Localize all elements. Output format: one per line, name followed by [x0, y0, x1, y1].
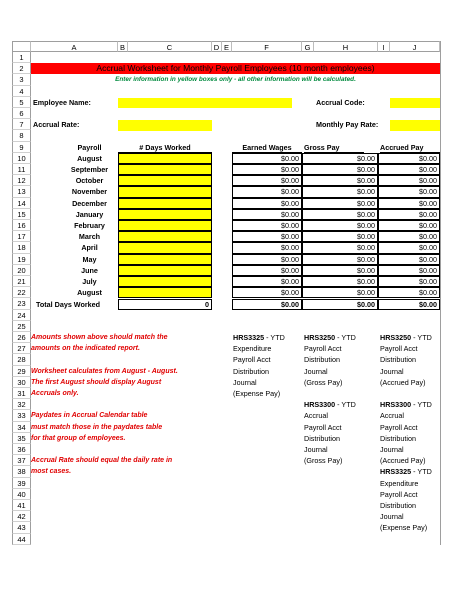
- row-header-1[interactable]: 1: [12, 52, 31, 63]
- gross-pay-cell[interactable]: $0.00: [302, 164, 378, 175]
- earned-wages-header: Earned Wages: [232, 142, 302, 153]
- employee-name-input[interactable]: [118, 98, 292, 108]
- accrued-pay-cell[interactable]: $0.00: [378, 242, 440, 253]
- total-earned-cell[interactable]: $0.00: [232, 299, 302, 310]
- month-label: July: [82, 277, 97, 286]
- col-header-i[interactable]: I: [378, 41, 390, 52]
- accrual-rate-input[interactable]: [118, 120, 212, 130]
- row-header-15[interactable]: 15: [12, 209, 31, 220]
- days-worked-input[interactable]: [118, 164, 212, 175]
- earned-wages-cell[interactable]: $0.00: [232, 276, 302, 287]
- report-j2-code: [380, 399, 432, 410]
- month-label: March: [78, 232, 101, 242]
- gross-pay-header: Gross Pay: [304, 142, 364, 153]
- row-header-34[interactable]: 34: [12, 422, 31, 433]
- report-j3-line: Expenditure: [380, 478, 419, 488]
- gross-pay-cell[interactable]: $0.00: [302, 209, 378, 220]
- days-worked-input[interactable]: [118, 242, 212, 253]
- sheet-title[interactable]: Accrual Worksheet for Monthly Payroll Employees (10 month employees): [31, 63, 440, 74]
- days-worked-input[interactable]: [118, 175, 212, 186]
- report-h1-line: Distribution: [304, 355, 340, 365]
- row-header-26[interactable]: 26: [12, 332, 31, 343]
- gross-pay-cell[interactable]: $0.00: [302, 198, 378, 209]
- report-h2-code: [304, 399, 356, 410]
- accrued-pay-cell[interactable]: $0.00: [378, 231, 440, 242]
- days-worked-input[interactable]: [118, 254, 212, 265]
- earned-wages-cell[interactable]: $0.00: [232, 175, 302, 186]
- report-h2-line: Payroll Acct: [304, 422, 342, 432]
- note-line: for that group of employees.: [31, 434, 126, 442]
- gross-pay-cell[interactable]: $0.00: [302, 276, 378, 287]
- row-header-17[interactable]: 17: [12, 231, 31, 242]
- report-j2-line: (Accrued Pay): [380, 456, 426, 466]
- month-label: September: [70, 165, 109, 174]
- month-label: November: [71, 187, 108, 197]
- row-header-33[interactable]: 33: [12, 410, 31, 421]
- report-f-line: Expenditure: [233, 344, 272, 354]
- accrued-pay-cell[interactable]: $0.00: [378, 198, 440, 209]
- report-f-code-suffix: - YTD: [264, 333, 285, 342]
- row-header-39[interactable]: 39: [12, 478, 31, 489]
- instruction-note[interactable]: Enter information in yellow boxes only - all other information will be calculated.: [115, 76, 356, 84]
- report-f-code: [233, 332, 285, 343]
- row-header-36[interactable]: 36: [12, 444, 31, 455]
- accrued-pay-cell[interactable]: $0.00: [378, 153, 440, 164]
- report-j1-line: (Accrued Pay): [380, 377, 426, 387]
- days-worked-input[interactable]: [118, 276, 212, 287]
- days-worked-header: # Days Worked: [118, 142, 212, 153]
- note-line: Worksheet calculates from August - August.: [31, 367, 178, 375]
- note-line: Accruals only.: [31, 390, 79, 397]
- report-h1-code: [304, 332, 356, 343]
- note-line: Amounts shown above should match the: [31, 334, 168, 341]
- month-label: December: [72, 198, 107, 208]
- report-j3-line: (Expense Pay): [380, 523, 428, 533]
- earned-wages-cell[interactable]: $0.00: [232, 209, 302, 220]
- accrued-pay-header: Accrued Pay: [380, 142, 440, 153]
- gross-pay-cell[interactable]: $0.00: [302, 175, 378, 186]
- report-j3-code-suffix: - YTD: [411, 467, 432, 477]
- report-j2-line: Accrual: [380, 411, 404, 421]
- report-j1-code-bold: HRS3250: [380, 333, 412, 342]
- report-j3-line: Payroll Acct: [380, 489, 418, 499]
- accrued-pay-cell[interactable]: $0.00: [378, 186, 440, 197]
- earned-wages-cell[interactable]: $0.00: [232, 254, 302, 265]
- report-j2-code-suffix: - YTD: [411, 400, 432, 410]
- row-header-14[interactable]: 14: [12, 198, 31, 209]
- accrued-pay-cell[interactable]: $0.00: [378, 254, 440, 265]
- row-header-16[interactable]: 16: [12, 220, 31, 231]
- note-line: The first August should display August: [31, 378, 162, 386]
- row-header-6[interactable]: 6: [12, 108, 31, 119]
- earned-wages-cell[interactable]: $0.00: [232, 287, 302, 298]
- row-header-3[interactable]: 3: [12, 74, 31, 85]
- days-worked-input[interactable]: [118, 198, 212, 209]
- report-h1-line: Payroll Acct: [304, 344, 342, 354]
- report-h2-line: Distribution: [304, 433, 340, 443]
- earned-wages-cell[interactable]: $0.00: [232, 186, 302, 197]
- gross-pay-cell[interactable]: $0.00: [302, 265, 378, 276]
- days-worked-input[interactable]: [118, 231, 212, 242]
- report-j3-line: Journal: [380, 512, 404, 522]
- accrued-pay-cell[interactable]: $0.00: [378, 175, 440, 186]
- report-h1-line: (Gross Pay): [304, 377, 343, 387]
- row-header-2[interactable]: 2: [12, 63, 31, 74]
- note-line: amounts on the indicated report.: [31, 345, 140, 353]
- report-j2-line: Journal: [380, 445, 404, 454]
- row-header-43[interactable]: 43: [12, 522, 31, 533]
- report-j1-code-suffix: - YTD: [411, 333, 432, 342]
- col-header-j[interactable]: J: [390, 41, 440, 52]
- row-header-5[interactable]: 5: [12, 97, 31, 108]
- report-j1-line: Distribution: [380, 355, 416, 365]
- month-label: June: [81, 265, 98, 275]
- month-label: May: [82, 254, 97, 264]
- accrual-rate-label: Accrual Rate:: [33, 120, 80, 130]
- gross-pay-cell[interactable]: $0.00: [302, 231, 378, 242]
- note-line: must match those in the paydates table: [31, 423, 163, 431]
- earned-wages-cell[interactable]: $0.00: [232, 231, 302, 242]
- report-j3-line: Distribution: [380, 501, 416, 510]
- row-header-44[interactable]: 44: [12, 534, 31, 545]
- report-j1-line: Payroll Acct: [380, 344, 418, 354]
- report-j3-code: [380, 466, 432, 477]
- report-h1-code-bold: HRS3250: [304, 333, 336, 342]
- earned-wages-cell[interactable]: $0.00: [232, 164, 302, 175]
- row-header-40[interactable]: 40: [12, 489, 31, 500]
- report-j2-line: Distribution: [380, 433, 416, 443]
- accrued-pay-cell[interactable]: $0.00: [378, 209, 440, 220]
- row-header-23[interactable]: 23: [12, 298, 31, 309]
- report-f-line: Distribution: [233, 366, 269, 376]
- report-h2-code-suffix: - YTD: [335, 400, 356, 410]
- gross-pay-cell[interactable]: $0.00: [302, 186, 378, 197]
- corner-header[interactable]: [12, 41, 31, 52]
- row-header-28[interactable]: 28: [12, 354, 31, 365]
- col-header-h[interactable]: H: [314, 41, 378, 52]
- accrued-pay-cell[interactable]: $0.00: [378, 276, 440, 287]
- row-header-37[interactable]: 37: [12, 455, 31, 466]
- row-header-11[interactable]: 11: [12, 164, 31, 175]
- note-line: Accrual Rate should equal the daily rate in: [31, 457, 173, 465]
- gross-pay-cell[interactable]: $0.00: [302, 220, 378, 231]
- report-h1-code-suffix: - YTD: [335, 333, 356, 342]
- row-header-4[interactable]: 4: [12, 86, 31, 97]
- month-label: August: [77, 153, 102, 163]
- report-h2-line: (Gross Pay): [304, 456, 343, 466]
- row-header-22[interactable]: 22: [12, 287, 31, 298]
- report-h1-line: Journal: [304, 366, 328, 376]
- report-f-line: Journal: [233, 377, 257, 387]
- note-line: most cases.: [31, 468, 72, 476]
- days-worked-input[interactable]: [118, 209, 212, 220]
- report-f-code-bold: HRS3325: [233, 333, 265, 342]
- earned-wages-cell[interactable]: $0.00: [232, 242, 302, 253]
- employee-name-label: Employee Name:: [33, 98, 91, 107]
- col-header-b[interactable]: B: [118, 41, 128, 52]
- row-header-7[interactable]: 7: [12, 119, 31, 130]
- col-header-c[interactable]: C: [128, 41, 212, 52]
- month-label: April: [81, 243, 98, 253]
- monthly-pay-rate-input[interactable]: [390, 120, 440, 130]
- col-header-e[interactable]: E: [222, 41, 232, 52]
- col-header-f[interactable]: F: [232, 41, 302, 52]
- month-label: October: [75, 176, 104, 186]
- days-worked-input[interactable]: [118, 287, 212, 298]
- report-j1-code: [380, 332, 432, 343]
- row-header-20[interactable]: 20: [12, 265, 31, 276]
- days-worked-input[interactable]: [118, 220, 212, 231]
- row-header-30[interactable]: 30: [12, 377, 31, 388]
- col-header-d[interactable]: D: [212, 41, 222, 52]
- row-header-25[interactable]: 25: [12, 321, 31, 332]
- row-header-12[interactable]: 12: [12, 175, 31, 186]
- total-accrued-cell[interactable]: $0.00: [378, 299, 440, 310]
- accrued-pay-cell[interactable]: $0.00: [378, 287, 440, 298]
- report-j1-line: Journal: [380, 366, 404, 376]
- total-days-label: Total Days Worked: [36, 299, 101, 309]
- row-header-19[interactable]: 19: [12, 254, 31, 265]
- col-header-g[interactable]: G: [302, 41, 314, 52]
- row-header-31[interactable]: 31: [12, 388, 31, 399]
- report-f-line: Payroll Acct: [233, 355, 271, 365]
- days-worked-input[interactable]: [118, 153, 212, 164]
- accrued-pay-cell[interactable]: $0.00: [378, 164, 440, 175]
- gross-pay-cell[interactable]: $0.00: [302, 242, 378, 253]
- row-header-24[interactable]: 24: [12, 310, 31, 321]
- earned-wages-cell[interactable]: $0.00: [232, 153, 302, 164]
- days-worked-input[interactable]: [118, 265, 212, 276]
- accrued-pay-cell[interactable]: $0.00: [378, 220, 440, 231]
- total-days-cell[interactable]: 0: [118, 299, 212, 310]
- col-header-a[interactable]: A: [31, 41, 118, 52]
- report-h2-line: Journal: [304, 445, 328, 454]
- monthly-pay-rate-label: Monthly Pay Rate:: [316, 120, 379, 130]
- month-label: August: [77, 288, 102, 298]
- report-h2-code-bold: HRS3300: [304, 400, 336, 410]
- report-f-line: (Expense Pay): [233, 389, 281, 398]
- total-gross-cell[interactable]: $0.00: [302, 299, 378, 310]
- gross-pay-cell[interactable]: $0.00: [302, 254, 378, 265]
- row-header-32[interactable]: 32: [12, 399, 31, 410]
- days-worked-input[interactable]: [118, 186, 212, 197]
- row-header-8[interactable]: 8: [12, 130, 31, 141]
- row-header-42[interactable]: 42: [12, 511, 31, 522]
- earned-wages-cell[interactable]: $0.00: [232, 198, 302, 209]
- report-h2-line: Accrual: [304, 411, 328, 421]
- report-j2-code-bold: HRS3300: [380, 400, 412, 410]
- earned-wages-cell[interactable]: $0.00: [232, 220, 302, 231]
- accrued-pay-cell[interactable]: $0.00: [378, 265, 440, 276]
- row-header-21[interactable]: 21: [12, 276, 31, 287]
- report-j3-code-bold: HRS3325: [380, 467, 412, 477]
- accrual-code-input[interactable]: [390, 98, 440, 108]
- row-header-29[interactable]: 29: [12, 366, 31, 377]
- row-header-27[interactable]: 27: [12, 343, 31, 354]
- gross-pay-cell[interactable]: $0.00: [302, 287, 378, 298]
- payroll-header: Payroll: [77, 142, 102, 152]
- row-header-38[interactable]: 38: [12, 466, 31, 477]
- row-header-41[interactable]: 41: [12, 500, 31, 511]
- row-header-35[interactable]: 35: [12, 433, 31, 444]
- month-label: January: [75, 209, 104, 219]
- note-line: Paydates in Accrual Calendar table: [31, 412, 148, 420]
- gross-pay-cell[interactable]: $0.00: [302, 153, 378, 164]
- row-header-9[interactable]: 9: [12, 142, 31, 153]
- earned-wages-cell[interactable]: $0.00: [232, 265, 302, 276]
- accrual-code-label: Accrual Code:: [316, 98, 365, 107]
- sheet-right-border: [440, 41, 441, 545]
- report-j2-line: Payroll Acct: [380, 422, 418, 432]
- month-label: February: [74, 221, 105, 230]
- row-header-18[interactable]: 18: [12, 242, 31, 253]
- row-header-10[interactable]: 10: [12, 153, 31, 164]
- row-header-13[interactable]: 13: [12, 186, 31, 197]
